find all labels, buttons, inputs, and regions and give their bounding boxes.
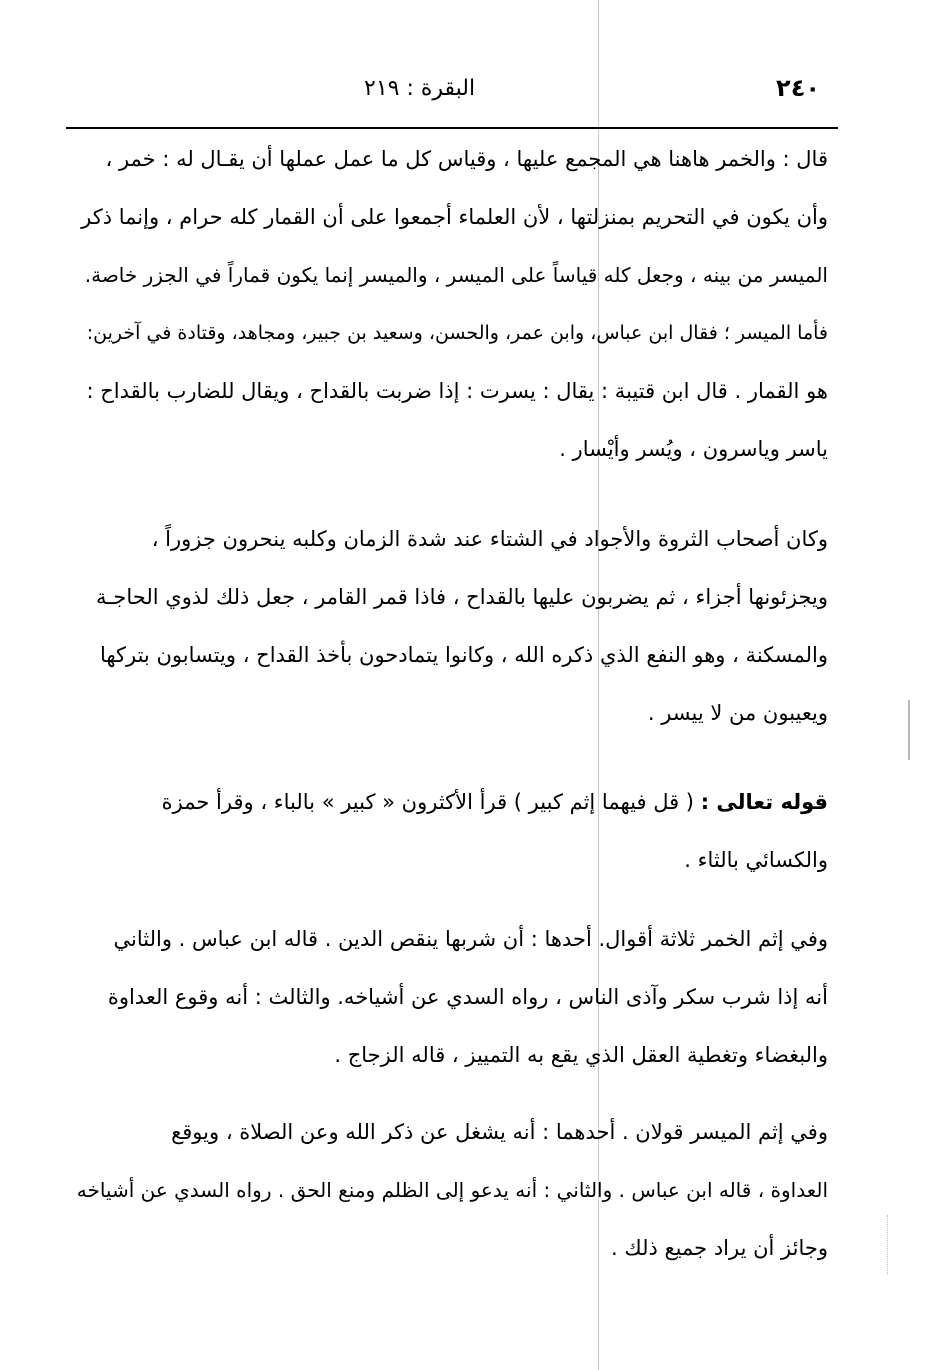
- text-line: وكان أصحاب الثروة والأجواد في الشتاء عند شدة الزمان وكلبه ينحرون جزوراً ،: [151, 527, 828, 551]
- text-line: وأن يكون في التحريم بمنزلتها ، لأن العلماء أجمعوا على أن القمار كله حرام ، وإنما ذكر: [81, 205, 828, 229]
- scan-mark: [887, 1215, 898, 1275]
- text-line: [76, 773, 828, 831]
- text-line: وفي إثم الخمر ثلاثة أقوال. أحدها : أن شربها ينقص الدين . قاله ابن عباس . والثاني: [113, 927, 828, 951]
- text-line: وجائز أن يراد جميع ذلك .: [611, 1236, 828, 1260]
- text-line: العداوة ، قاله ابن عباس . والثاني : أنه يدعو إلى الظلم ومنع الحق . رواه السدي عن أشياخه: [76, 1178, 828, 1202]
- text-line: والبغضاء وتغطية العقل الذي يقع به التمييز ، قاله الزجاج .: [334, 1043, 828, 1067]
- text-segment: ( قل فيهما إثم كبير ) قرأ الأكثرون « كبير » بالباء ، وقرأ حمزة: [161, 790, 694, 814]
- text-line: هو القمار . قال ابن قتيبة : يقال : يسرت : إذا ضربت بالقداح ، ويقال للضارب بالقداح :: [86, 379, 828, 403]
- running-head: البقرة : ٢١٩: [364, 76, 476, 101]
- lead-label: قوله تعالى :: [700, 790, 828, 814]
- text-line: والمسكنة ، وهو النفع الذي ذكره الله ، وكانوا يتمادحون بأخذ القداح ، ويتسابون بتركها: [99, 643, 828, 667]
- scan-mark: [908, 700, 910, 760]
- text-line: فأما الميسر ؛ فقال ابن عباس، وابن عمر، والحسن، وسعيد بن جبير، ومجاهد، وقتادة في آخرين:: [86, 322, 828, 344]
- text-line: الميسر من بينه ، وجعل كله قياساً على الميسر ، والميسر إنما يكون قماراً في الجزر خاصة.: [84, 263, 828, 287]
- text-line: أنه إذا شرب سكر وآذى الناس ، رواه السدي عن أشياخه. والثالث : أنه وقوع العداوة: [107, 985, 828, 1009]
- text-line: قال : والخمر هاهنا هي المجمع عليها ، وقياس كل ما عمل عملها أن يقـال له : خمر ،: [105, 147, 828, 171]
- text-line: ويعيبون من لا ييسر .: [647, 701, 828, 725]
- text-line: والكسائي بالثاء .: [684, 848, 828, 872]
- header-rule: [66, 127, 838, 129]
- paragraph-1: [76, 130, 828, 478]
- paragraph-3: [76, 773, 828, 889]
- paragraph-4: [76, 910, 828, 1084]
- page-header: [66, 68, 838, 108]
- text-line: ويجزئونها أجزاء ، ثم يضربون عليها بالقداح ، فاذا قمر القامر ، جعل ذلك لذوي الحاجـة: [96, 585, 828, 609]
- text-line: ياسر وياسرون ، ويُسر وأيْسار .: [559, 437, 828, 461]
- text-line: وفي إثم الميسر قولان . أحدهما : أنه يشغل عن ذكر الله وعن الصلاة ، ويوقع: [171, 1120, 828, 1144]
- page-number: ٢٤٠: [776, 74, 820, 102]
- paragraph-2: [76, 510, 828, 742]
- paragraph-5: [76, 1103, 828, 1277]
